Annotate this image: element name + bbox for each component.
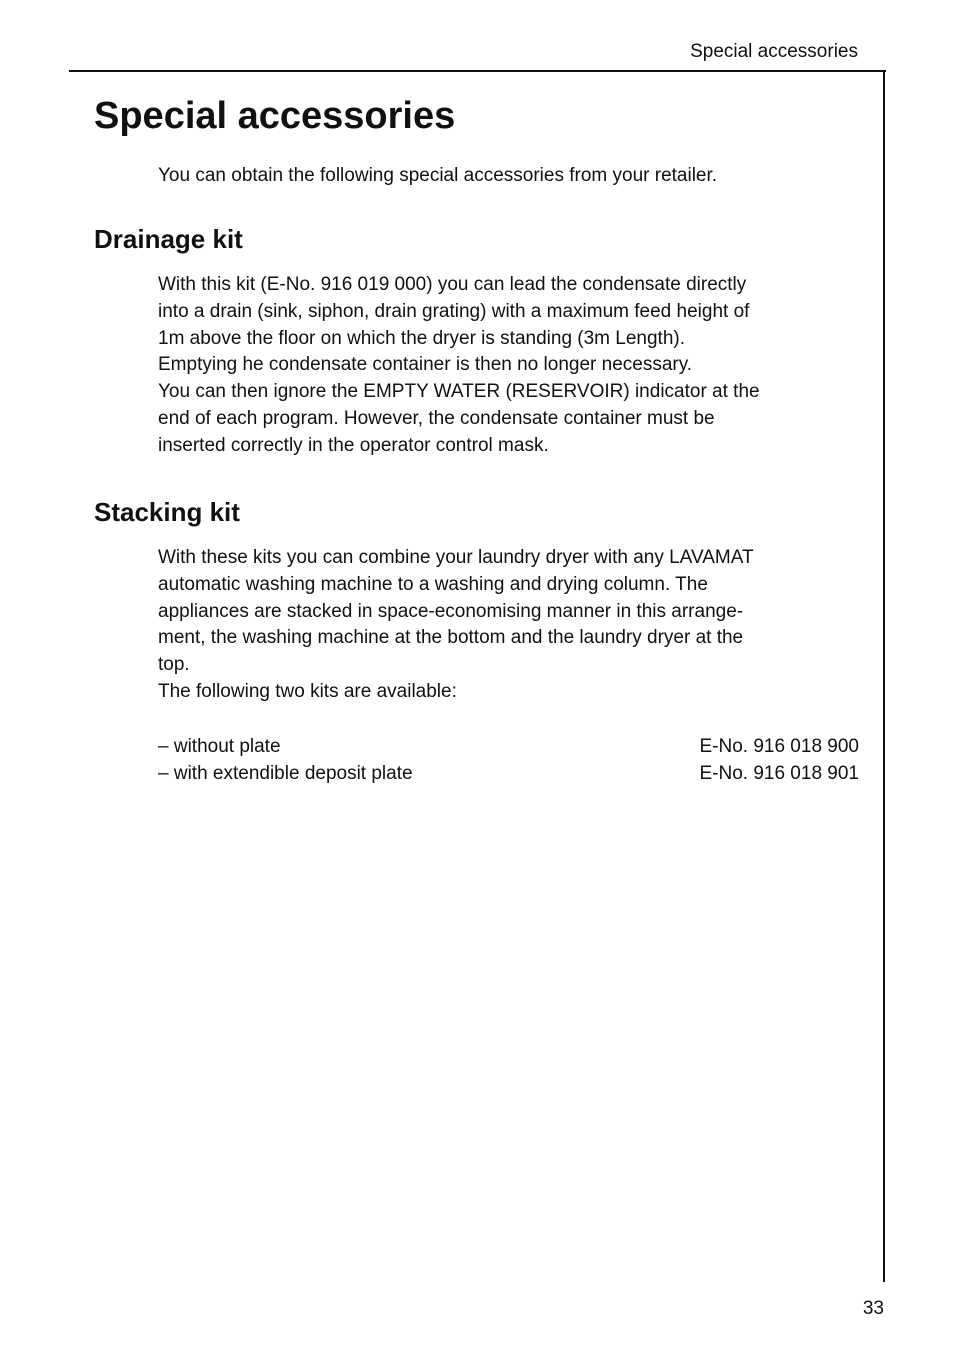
paragraph-line: into a drain (sink, siphon, drain grating) with a maximum feed height of xyxy=(158,300,750,322)
paragraph-line: end of each program. However, the condensate container must be xyxy=(158,407,715,429)
paragraph-line: inserted correctly in the operator control mask. xyxy=(158,434,549,456)
paragraph-line: Emptying he condensate container is then no longer necessary. xyxy=(158,354,693,376)
running-header: Special accessories xyxy=(690,41,858,62)
header-rule xyxy=(69,70,886,72)
drainage-kit-heading: Drainage kit xyxy=(94,224,243,254)
drainage-kit-paragraph xyxy=(158,272,860,460)
side-rule xyxy=(883,70,885,1282)
kit-part-number: E-No. 916 018 900 xyxy=(699,736,859,757)
page-title: Special accessories xyxy=(94,95,456,137)
stacking-kit-heading: Stacking kit xyxy=(94,497,240,527)
paragraph-line: You can then ignore the EMPTY WATER (RESERVOIR) indicator at the xyxy=(158,381,760,403)
paragraph-line: top. xyxy=(158,654,190,676)
stacking-kit-paragraph xyxy=(158,545,860,706)
kit-item-with-deposit-plate xyxy=(158,760,859,787)
page-number: 33 xyxy=(862,1298,884,1319)
paragraph-line: automatic washing machine to a washing and drying column. The xyxy=(158,573,708,595)
paragraph-line: appliances are stacked in space-economising manner in this arrange- xyxy=(158,600,744,622)
paragraph-line: ment, the washing machine at the bottom and the laundry dryer at the xyxy=(158,627,744,649)
paragraph-line: The following two kits are available: xyxy=(158,680,457,702)
kit-description: – without plate xyxy=(158,736,281,757)
kit-description: – with extendible deposit plate xyxy=(158,763,413,784)
kit-part-number: E-No. 916 018 901 xyxy=(699,763,859,784)
intro-paragraph: You can obtain the following special accessories from your retailer. xyxy=(158,165,718,186)
paragraph-line: With these kits you can combine your laundry dryer with any LAVAMAT xyxy=(158,547,754,568)
kit-item-without-plate xyxy=(158,733,859,760)
paragraph-line: 1m above the floor on which the dryer is standing (3m Length). xyxy=(158,327,686,349)
paragraph-line: With this kit (E-No. 916 019 000) you can lead the condensate directly xyxy=(158,274,747,295)
